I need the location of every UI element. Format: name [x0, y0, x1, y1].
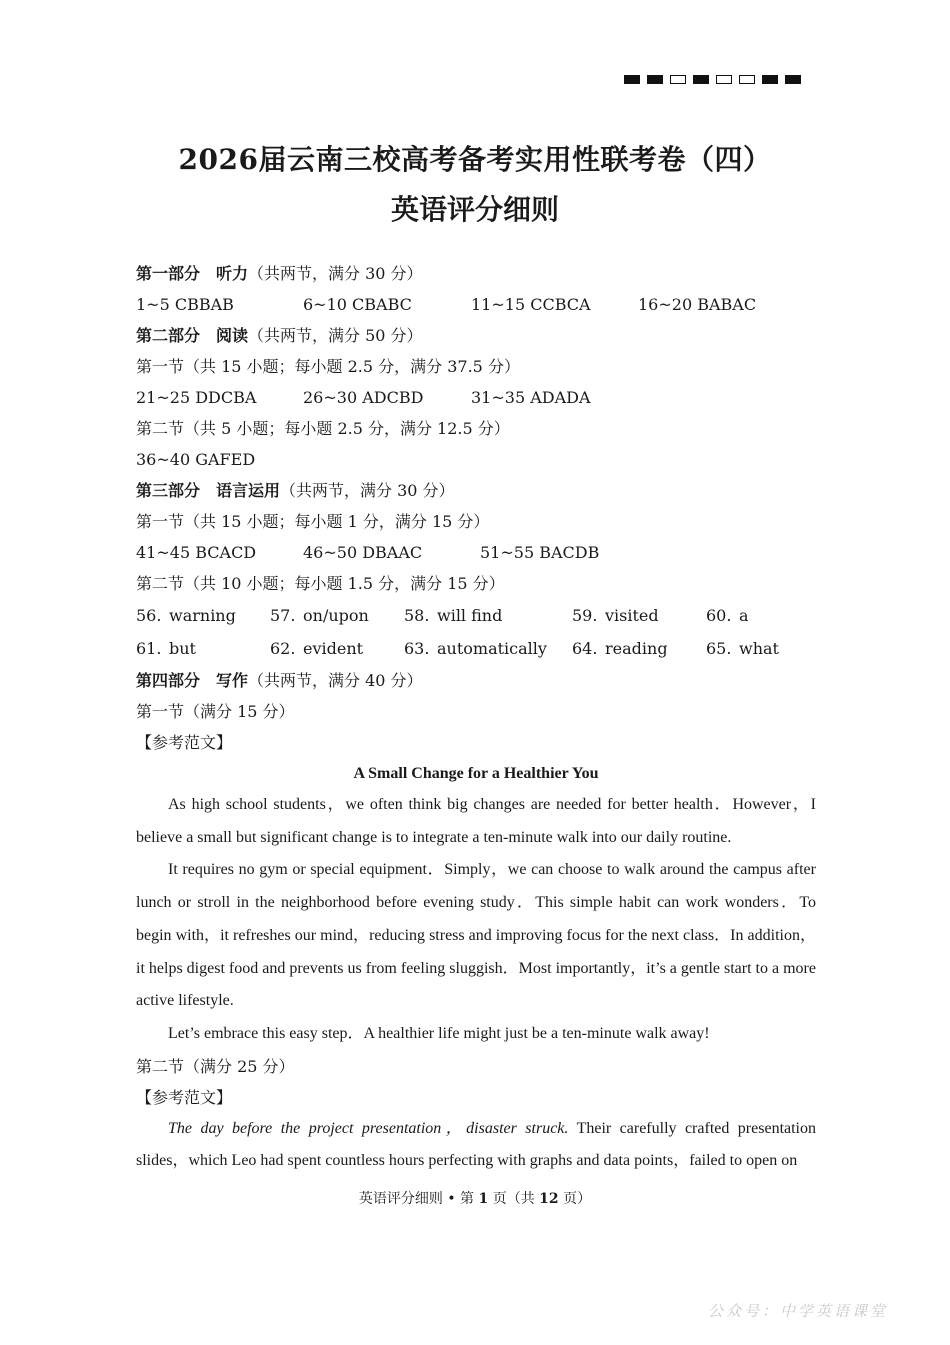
reference-label-1: 【参考范文】 [136, 733, 233, 752]
blank-answer: 58. will find [404, 606, 503, 625]
header-mark [670, 75, 686, 84]
blank-answer: 61. but [136, 639, 196, 658]
answer-group: 31~35 ADADA [471, 388, 591, 407]
part3-answers1 [136, 537, 816, 568]
story-paragraph [136, 1113, 816, 1178]
part4-section1: 第一节（满分 15 分） [136, 702, 295, 721]
blank-answer: 60. a [706, 606, 749, 625]
blank-answer: 62. evident [270, 639, 364, 658]
answer-group: 16~20 BABAC [638, 295, 757, 314]
answer-group: 41~45 BCACD [136, 543, 257, 562]
header-mark [716, 75, 732, 84]
part3-note: （共两节，满分 30 分） [280, 481, 455, 500]
blank-answer: 63. automatically [404, 639, 547, 658]
page-title: 2026届云南三校高考备考实用性联考卷（四） [178, 143, 772, 176]
blank-answer: 59. visited [572, 606, 659, 625]
part4-heading [136, 665, 816, 696]
part1-note: （共两节，满分 30 分） [248, 264, 423, 283]
part3-row1 [136, 599, 816, 632]
answer-key [136, 258, 816, 1178]
answer-group: 11~15 CCBCA [471, 295, 591, 314]
part2-label: 第二部分 阅读 [136, 326, 249, 345]
answer-group: 26~30 ADCBD [303, 388, 424, 407]
story-text: Their carefully crafted presentation slides，which Leo had spent countless hours perfecting with graphs and data points，failed to open on [136, 1119, 816, 1170]
blank-answer: 57. on/upon [270, 606, 369, 625]
blank-answer: 56. warning [136, 606, 236, 625]
essay-paragraph: Let’s embrace this easy step．A healthier life might just be a ten-minute walk away! [168, 1024, 710, 1042]
header-mark [785, 75, 801, 84]
part3-section2: 第二节（共 10 小题；每小题 1.5 分，满分 15 分） [136, 574, 505, 593]
essay-paragraph: It requires no gym or special equipment．Simply，we can choose to walk around the campus after lunch or stroll in the neighborhood before evening study．This simple habit can work wonders．To begin with，it refreshes our mind，reducing stress and improving focus for the next class．In addition，it helps digest food and prevents us from feeling sluggish．Most importantly，it’s a gentle start to a more active lifestyle. [136, 861, 816, 1010]
part2-note: （共两节，满分 50 分） [248, 326, 423, 345]
reference-label-2: 【参考范文】 [136, 1087, 233, 1107]
answer-group: 1~5 CBBAB [136, 295, 234, 314]
part2-answers1 [136, 382, 816, 413]
part2-heading [136, 320, 816, 351]
watermark: 公众号：中学英语课堂 [708, 1302, 889, 1320]
header-marks [624, 75, 801, 84]
page-subtitle: 英语评分细则 [390, 193, 559, 226]
part2-section2: 第二节（共 5 小题；每小题 2.5 分，满分 12.5 分） [136, 419, 510, 438]
essay-paragraph: As high school students，we often think big changes are needed for better health．However，I believe a small but significant change is to integrate a ten-minute walk into our daily routine. [136, 796, 816, 846]
part4-label: 第四部分 写作 [136, 671, 249, 690]
page-number: 1 [478, 1191, 489, 1207]
part1-answers [136, 289, 816, 320]
blank-answer: 65. what [706, 639, 779, 658]
blank-answer: 64. reading [572, 639, 668, 658]
part4-note: （共两节，满分 40 分） [248, 671, 423, 690]
part3-section1: 第一节（共 15 小题；每小题 1 分，满分 15 分） [136, 512, 490, 531]
essay-title: A Small Change for a Healthier You [353, 765, 599, 782]
answer-group: 46~50 DBAAC [303, 543, 423, 562]
part3-row2 [136, 632, 816, 665]
part1-heading [136, 258, 816, 289]
story-opening: The day before the project presentation，disaster struck. [168, 1119, 569, 1137]
part2-section1: 第一节（共 15 小题；每小题 2.5 分，满分 37.5 分） [136, 357, 520, 376]
answer-group: 6~10 CBABC [303, 295, 412, 314]
answer-group: 21~25 DDCBA [136, 388, 257, 407]
part1-label: 第一部分 听力 [136, 264, 249, 283]
part2-answers2: 36~40 GAFED [136, 450, 256, 469]
header-mark [762, 75, 778, 84]
part3-label: 第三部分 语言运用 [136, 481, 281, 500]
header-mark [739, 75, 755, 84]
part4-section2: 第二节（满分 25 分） [136, 1056, 295, 1076]
answer-group: 51~55 BACDB [480, 543, 600, 562]
page-footer: 英语评分细则 • 第 1 页（共 12 页） [358, 1191, 592, 1207]
page-total: 12 [539, 1191, 559, 1207]
part3-heading [136, 475, 816, 506]
header-mark [693, 75, 709, 84]
header-mark [647, 75, 663, 84]
header-mark [624, 75, 640, 84]
